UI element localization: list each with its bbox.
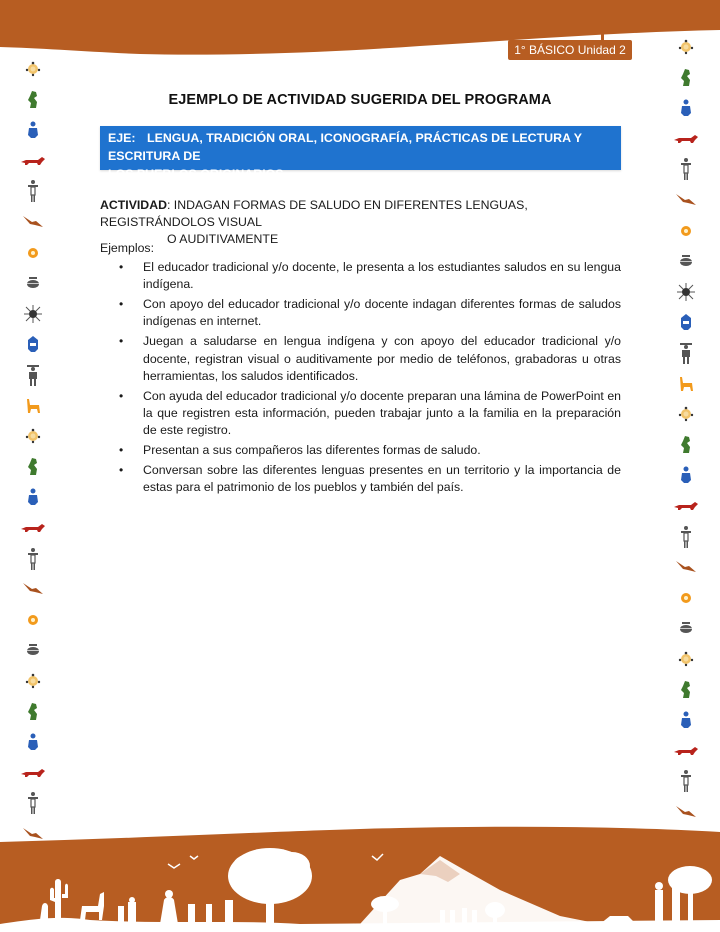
bullet-icon: • — [119, 297, 124, 312]
list-item-text: Conversan sobre las diferentes lenguas presentes en un territorio y la importancia de estas para el patrimonio de los pueblos y también del país. — [143, 463, 621, 495]
sun-disc-icon — [18, 58, 48, 80]
blue-figure-icon — [671, 464, 701, 486]
blue-figure-icon — [671, 97, 701, 119]
blue-figure-icon — [18, 486, 48, 508]
sunburst-icon — [671, 281, 701, 303]
bullet-icon: • — [119, 388, 124, 403]
condor-icon — [18, 578, 48, 600]
blue-figure-icon — [671, 709, 701, 731]
standing-man-icon — [671, 158, 701, 180]
flower-icon — [671, 587, 701, 609]
list-item — [100, 462, 621, 496]
red-fox-icon — [18, 762, 48, 784]
frog-icon — [671, 67, 701, 89]
llama-icon — [18, 395, 48, 417]
frog-icon — [671, 434, 701, 456]
axis-text-2: LOS PUEBLOS ORIGINARIOS. — [108, 167, 287, 181]
frog-icon — [18, 89, 48, 111]
flower-icon — [18, 609, 48, 631]
examples-list — [100, 259, 621, 499]
list-item — [100, 333, 621, 385]
blue-figure-icon — [18, 119, 48, 141]
sun-disc-icon — [18, 670, 48, 692]
hatted-man-icon — [18, 364, 48, 386]
sun-disc-icon — [671, 648, 701, 670]
hatted-man-icon — [671, 342, 701, 364]
sun-disc-icon — [671, 403, 701, 425]
unit-badge: 1° BÁSICO Unidad 2 — [508, 40, 632, 60]
bullet-icon: • — [119, 334, 124, 349]
examples-label: Ejemplos: — [100, 241, 154, 255]
list-item — [100, 259, 621, 293]
list-item-text: El educador tradicional y/o docente, le presenta a los estudiantes saludos en su lengua indígena. — [143, 260, 621, 292]
clay-pot-icon — [18, 639, 48, 661]
red-fox-icon — [18, 150, 48, 172]
activity-label: ACTIVIDAD — [100, 198, 167, 212]
list-item — [100, 296, 621, 330]
standing-man-icon — [18, 792, 48, 814]
axis-box — [100, 126, 621, 181]
list-item-text: Con apoyo del educador tradicional y/o docente indagan diferentes formas de saludos indígenas en internet. — [143, 297, 621, 329]
activity-separator: : — [166, 198, 171, 212]
condor-icon — [18, 211, 48, 233]
list-item-text: Con ayuda del educador tradicional y/o docente preparan una lámina de PowerPoint en la que registren esta información, pueden trabajar junto a la familia en la preparación de este registro. — [143, 388, 621, 438]
footer-landscape-band — [0, 820, 720, 932]
blue-figure-icon — [18, 731, 48, 753]
llama-icon — [671, 373, 701, 395]
condor-icon — [671, 556, 701, 578]
flower-icon — [18, 242, 48, 264]
page-title: EJEMPLO DE ACTIVIDAD SUGERIDA DEL PROGRAMA — [168, 92, 552, 108]
condor-icon — [671, 189, 701, 211]
clay-pot-icon — [671, 617, 701, 639]
activity-block — [100, 197, 620, 248]
list-item-text: Juegan a saludarse en lengua indígena y con apoyo del educador tradicional y/o docente, registran visual o auditivamente por medio de teléfonos, grabadoras u otras herramientas, los saludos identificados. — [143, 334, 621, 383]
frog-icon — [671, 679, 701, 701]
axis-text-1: LENGUA, TRADICIÓN ORAL, ICONOGRAFÍA, PRÁCTICAS DE LECTURA Y ESCRITURA DE — [108, 131, 582, 163]
frog-icon — [18, 701, 48, 723]
sun-disc-icon — [671, 36, 701, 58]
sunburst-icon — [18, 303, 48, 325]
standing-man-icon — [671, 526, 701, 548]
flower-icon — [671, 220, 701, 242]
activity-text-2: O AUDITIVAMENTE — [167, 232, 279, 246]
list-item — [100, 442, 621, 459]
activity-text-1: INDAGAN FORMAS DE SALUDO EN DIFERENTES LENGUAS, REGISTRÁNDOLOS VISUAL — [100, 198, 528, 229]
sun-disc-icon — [18, 425, 48, 447]
standing-man-icon — [671, 770, 701, 792]
list-item-text: Presentan a sus compañeros las diferentes formas de saludo. — [143, 443, 481, 458]
red-fox-icon — [671, 128, 701, 150]
axis-label: EJE: — [108, 131, 136, 145]
bullet-icon: • — [119, 443, 124, 458]
clay-pot-icon — [671, 250, 701, 272]
activity-line-1 — [100, 197, 620, 231]
standing-man-icon — [18, 548, 48, 570]
red-fox-icon — [671, 740, 701, 762]
list-item — [100, 388, 621, 440]
axis-line-1 — [108, 129, 614, 165]
red-fox-icon — [18, 517, 48, 539]
blue-mask-icon — [671, 311, 701, 333]
red-fox-icon — [671, 495, 701, 517]
clay-pot-icon — [18, 272, 48, 294]
standing-man-icon — [18, 180, 48, 202]
frog-icon — [18, 456, 48, 478]
blue-mask-icon — [18, 333, 48, 355]
bullet-icon: • — [119, 260, 124, 274]
bullet-icon: • — [119, 463, 124, 478]
